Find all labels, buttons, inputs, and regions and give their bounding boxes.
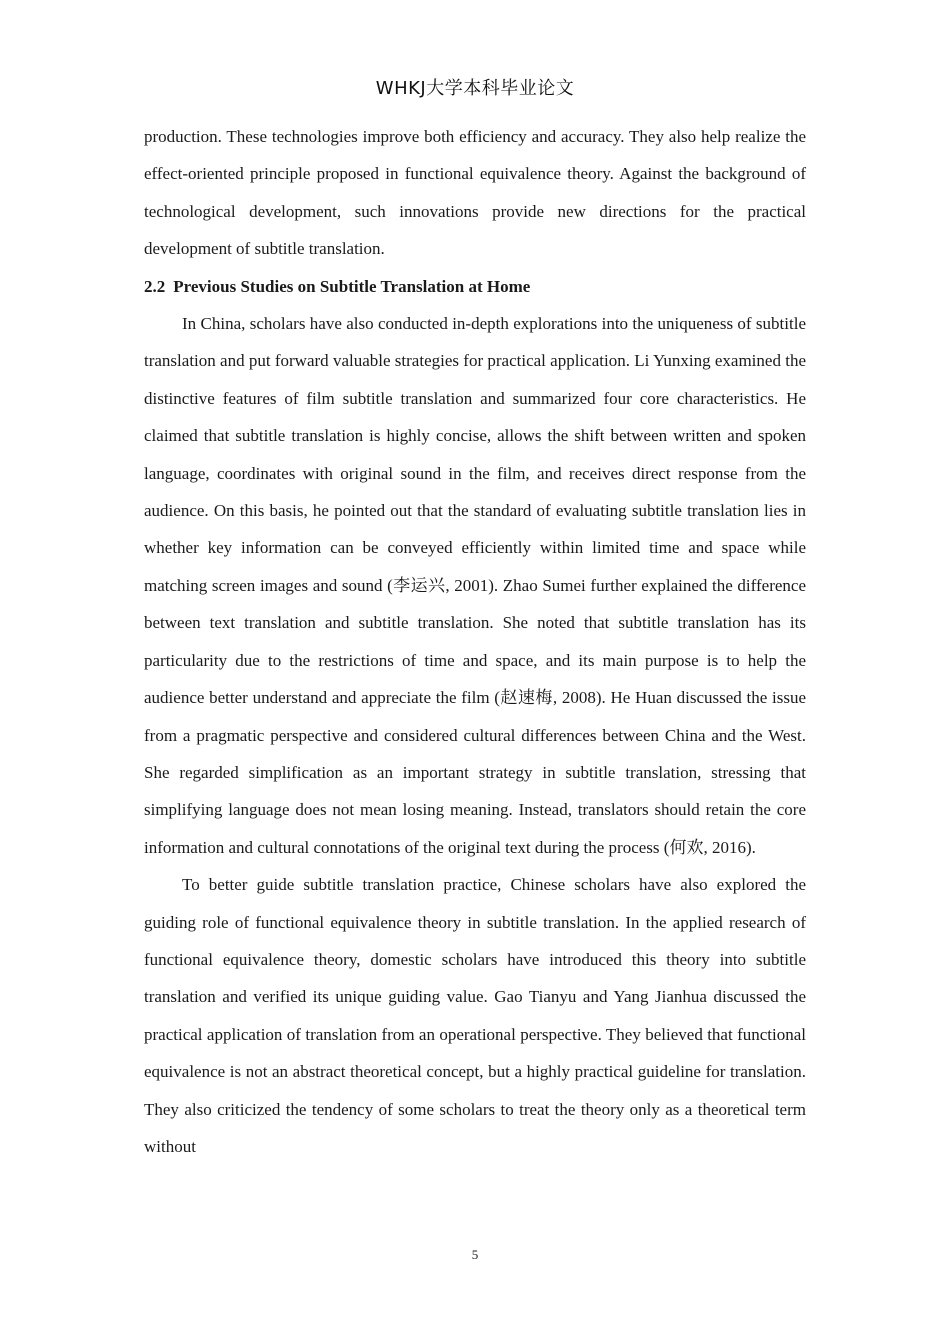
page-body [144, 118, 806, 1165]
section-title: Previous Studies on Subtitle Translation at Home [173, 276, 531, 296]
running-header: WHKJ大学本科毕业论文 [375, 78, 575, 99]
section-number: 2.2 [144, 276, 166, 296]
section-heading [144, 268, 806, 305]
page-number: 5 [471, 1247, 479, 1262]
paragraph-continued: production. These technologies improve both efficiency and accuracy. They also help realize the effect-oriented principle proposed in functional equivalence theory. Against the background of technological development, such innovations provide new directions for the practical development of subtitle translation. [144, 127, 806, 259]
paragraph: In China, scholars have also conducted in-depth explorations into the uniqueness of subtitle translation and put forward valuable strategies for practical application. Li Yunxing examined the distinctive features of film subtitle translation and summarized four core characteristics. He claimed that subtitle translation is highly concise, allows the shift between written and spoken language, coordinates with original sound in the film, and receives direct response from the audience. On this basis, he pointed out that the standard of evaluating subtitle translation lies in whether key information can be conveyed efficiently within limited time and space while matching screen images and sound (李运兴, 2001). Zhao Sumei further explained the difference between text translation and subtitle translation. She noted that subtitle translation has its particularity due to the restrictions of time and space, and its main purpose is to help the audience better understand and appreciate the film (赵速梅, 2008). He Huan discussed the issue from a pragmatic perspective and considered cultural differences between China and the West. She regarded simplification as an important strategy in subtitle translation, stressing that simplifying language does not mean losing meaning. Instead, translators should retain the core information and cultural connotations of the original text during the process (何欢, 2016). [144, 314, 806, 857]
paragraph: To better guide subtitle translation practice, Chinese scholars have also explored the guiding role of functional equivalence theory in subtitle translation. In the applied research of functional equivalence theory, domestic scholars have introduced this theory into subtitle translation and verified its unique guiding value. Gao Tianyu and Yang Jianhua discussed the practical application of translation from an operational perspective. They believed that functional equivalence is not an abstract theoretical concept, but a highly practical guideline for translation. They also criticized the tendency of some scholars to treat the theory only as a theoretical term without [144, 875, 806, 1156]
